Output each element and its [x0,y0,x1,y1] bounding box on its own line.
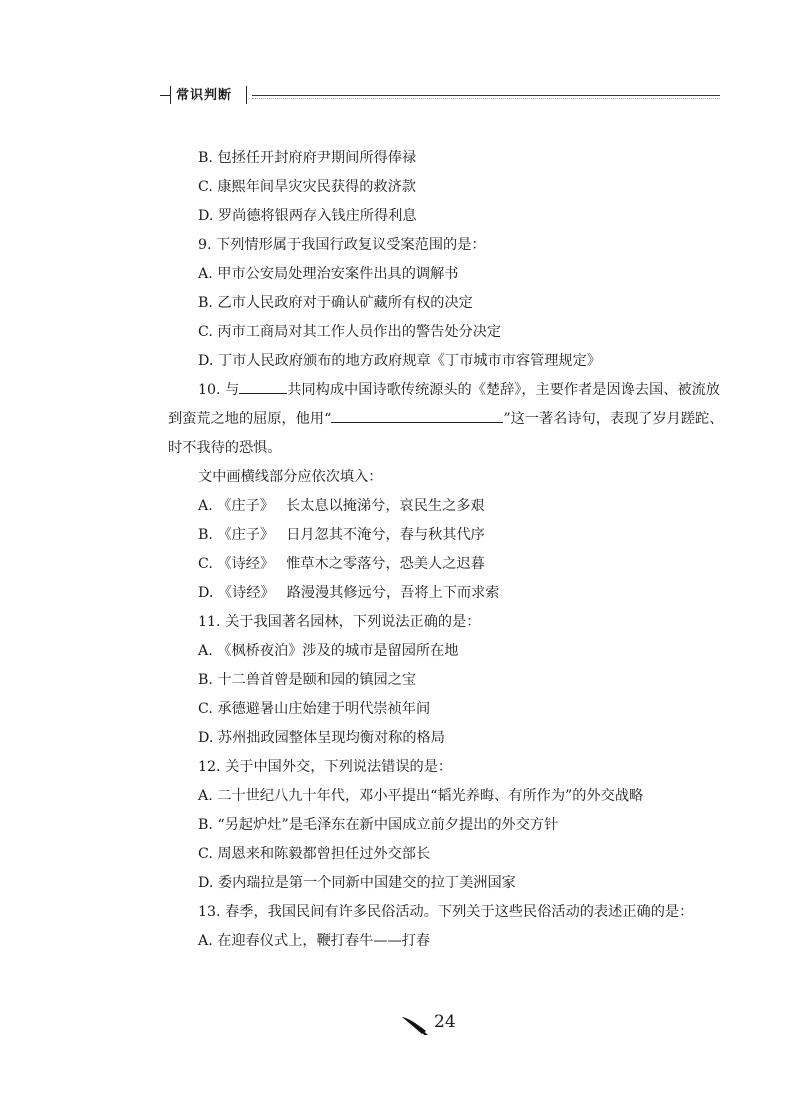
option-line: A. 《枫桥夜泊》涉及的城市是留园所在地 [198,643,459,659]
option-line: C. 周恩来和陈毅都曾担任过外交部长 [198,846,431,862]
fill-blank-2 [331,407,503,423]
option-line: D. 苏州拙政园整体呈现均衡对称的格局 [198,730,445,746]
fill-blank-1 [239,378,287,394]
option-line: B. 包拯任开封府府尹期间所得俸禄 [198,150,417,166]
question-stem: 9. 下列情形属于我国行政复议受案范围的是： [198,237,486,253]
running-header [160,82,720,106]
option-line: C. 丙市工商局对其工作人员作出的警告处分决定 [198,324,502,340]
question-stem: 13. 春季，我国民间有许多民俗活动。下列关于这些民俗活动的表述正确的是： [198,904,694,920]
q10-text-3: ”这一著名诗句，表现了岁月蹉跎、时不我待的恐惧。 [168,411,724,456]
section-title: 常识判断 [176,88,233,103]
option-line: C. 承德避暑山庄始建于明代崇祯年间 [198,701,431,717]
question-content [168,144,724,956]
header-bar-right [246,86,247,104]
quill-pen-icon [400,1014,430,1036]
q10-text-2: 共同构成中国诗歌传统源头的《楚辞》，主要作者是因谗去国、被流放到蛮荒之地的屈原，他用“ [168,382,720,427]
option-line: D. 《诗经》 路漫漫其修远兮，吾将上下而求索 [198,585,500,601]
option-line: B. 乙市人民政府对于确认矿藏所有权的决定 [198,295,473,311]
option-line: A. 二十世纪八九十年代，邓小平提出“韬光养晦、有所作为”的外交战略 [198,788,644,804]
option-line: B. 《庄子》 日月忽其不淹兮，春与秋其代序 [198,527,485,543]
header-bar-left [170,86,171,104]
page-number: 24 [434,1012,456,1032]
option-line: A. 《庄子》 长太息以掩涕兮，哀民生之多艰 [198,498,485,514]
question-10-stem [168,376,724,463]
question-prompt: 文中画横线部分应依次填入： [198,469,383,485]
option-line: D. 委内瑞拉是第一个同新中国建交的拉丁美洲国家 [198,875,516,891]
option-line: A. 甲市公安局处理治安案件出具的调解书 [198,266,459,282]
question-stem: 11. 关于我国著名园林，下列说法正确的是： [198,614,481,630]
option-line: B. 十二兽首曾是颐和园的镇园之宝 [198,672,417,688]
q10-text-1: 10. 与 [198,382,240,398]
option-line: C. 《诗经》 惟草木之零落兮，恐美人之迟暮 [198,556,485,572]
header-rule [252,95,720,96]
option-line: D. 罗尚德将银两存入钱庄所得利息 [198,208,417,224]
header-tick [160,95,170,96]
option-line: C. 康熙年间旱灾灾民获得的救济款 [198,179,416,195]
header-rule-dotted [252,98,720,99]
question-stem: 12. 关于中国外交，下列说法错误的是： [198,759,453,775]
option-line: B. “另起炉灶”是毛泽东在新中国成立前夕提出的外交方针 [198,817,559,833]
option-line: A. 在迎春仪式上，鞭打春牛——打春 [198,933,431,949]
option-line: D. 丁市人民政府颁布的地方政府规章《丁市城市市容管理规定》 [198,353,601,369]
